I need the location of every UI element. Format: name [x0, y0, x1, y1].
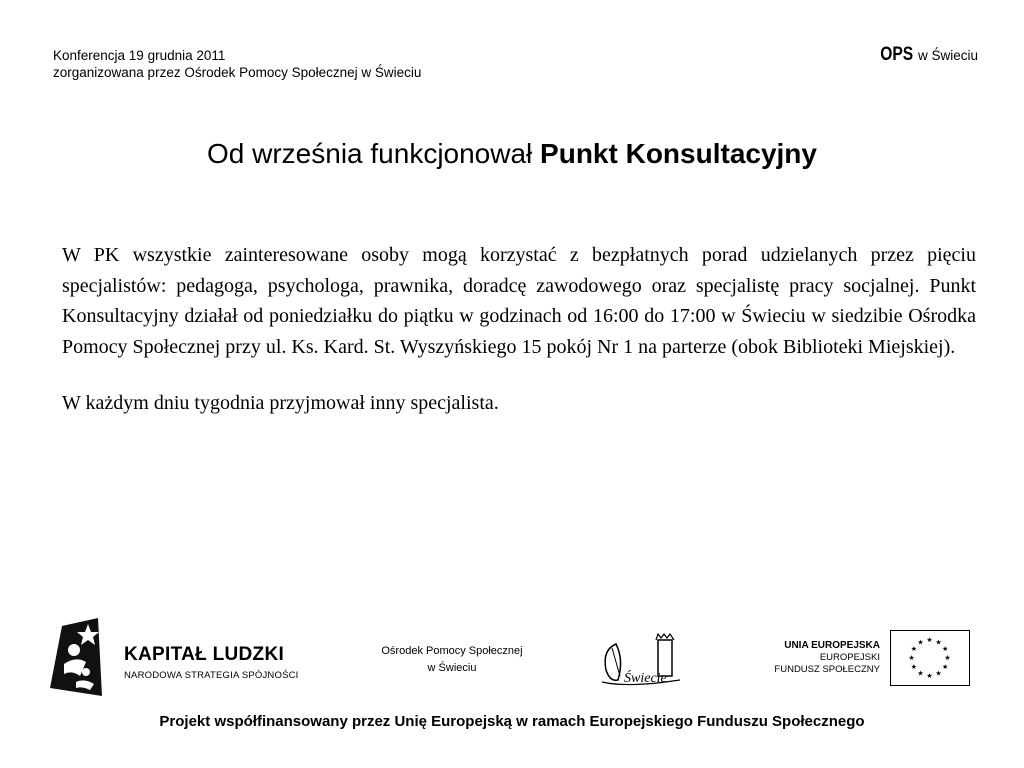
kapital-ludzki-name: KAPITAŁ LUDZKI — [124, 644, 285, 665]
eu-star-icon: ★ — [917, 669, 924, 678]
eu-star-icon: ★ — [908, 654, 915, 662]
ops-logo-text: OPS — [880, 44, 913, 65]
eu-star-icon: ★ — [910, 645, 918, 653]
eu-star-icon: ★ — [926, 672, 933, 680]
eu-fund-line2: FUNDUSZ SPOŁECZNY — [774, 664, 880, 675]
body-paragraph-1: W PK wszystkie zainteresowane osoby mogą korzystać z bezpłatnych porad udzielanych przez pięciu specjalistów: pedagoga, psychologa, prawnika, doradcę zawodowego oraz specjalistę pracy socjalnej. Punkt Konsultacyjny działał od poniedziałku do piątku w godzinach od 16:00 do 17:00 w Świeciu w siedzibie Ośrodka Pomocy Społecznej przy ul. Ks. Kard. St. Wyszyńskiego 15 pokój Nr 1 na parterze (obok Biblioteki Miejskiej). — [62, 244, 976, 358]
title-bold: Punkt Konsultacyjny — [540, 138, 817, 169]
body-paragraph-2: W każdym dniu tygodnia przyjmował inny specjalista. — [62, 392, 499, 414]
title-normal: Od września funkcjonował — [207, 138, 541, 169]
eu-star-icon: ★ — [935, 669, 942, 678]
eu-fund-line1: EUROPEJSKI — [819, 652, 880, 663]
eu-star-icon: ★ — [917, 638, 924, 647]
swiecie-town-logo — [598, 630, 688, 692]
ops-name-line1: Ośrodek Pomocy Społecznej — [381, 645, 523, 657]
eu-text-block — [740, 640, 880, 676]
eu-star-icon: ★ — [941, 645, 949, 653]
kapital-ludzki-logo — [50, 618, 310, 700]
conference-date: Konferencja 19 grudnia 2011 — [53, 48, 226, 63]
conference-organizer: zorganizowana przez Ośrodek Pomocy Społecznej w Świeciu — [53, 65, 422, 80]
ops-name-block — [352, 643, 552, 677]
svg-text:Świecie: Świecie — [624, 671, 667, 686]
conference-info — [53, 47, 421, 81]
ops-header-logo — [873, 44, 978, 66]
page-title — [0, 138, 1024, 170]
eu-star-icon: ★ — [935, 638, 942, 647]
eu-star-icon: ★ — [910, 663, 918, 671]
ops-name-line2: w Świeciu — [427, 662, 477, 674]
eu-star-icon: ★ — [926, 636, 933, 644]
eu-flag-icon — [890, 630, 970, 686]
cofinancing-footer: Projekt współfinansowany przez Unię Europejską w ramach Europejskiego Funduszu Społecznego — [159, 713, 865, 730]
eu-star-icon: ★ — [944, 654, 951, 662]
body-text — [62, 240, 976, 419]
ops-logo-subtext: w Świeciu — [917, 48, 978, 63]
eu-star-icon: ★ — [941, 663, 949, 671]
kapital-ludzki-emblem-icon — [50, 618, 110, 700]
eu-union-label: UNIA EUROPEJSKA — [784, 640, 880, 651]
kapital-ludzki-subtitle: NARODOWA STRATEGIA SPÓJNOŚCI — [124, 670, 299, 681]
